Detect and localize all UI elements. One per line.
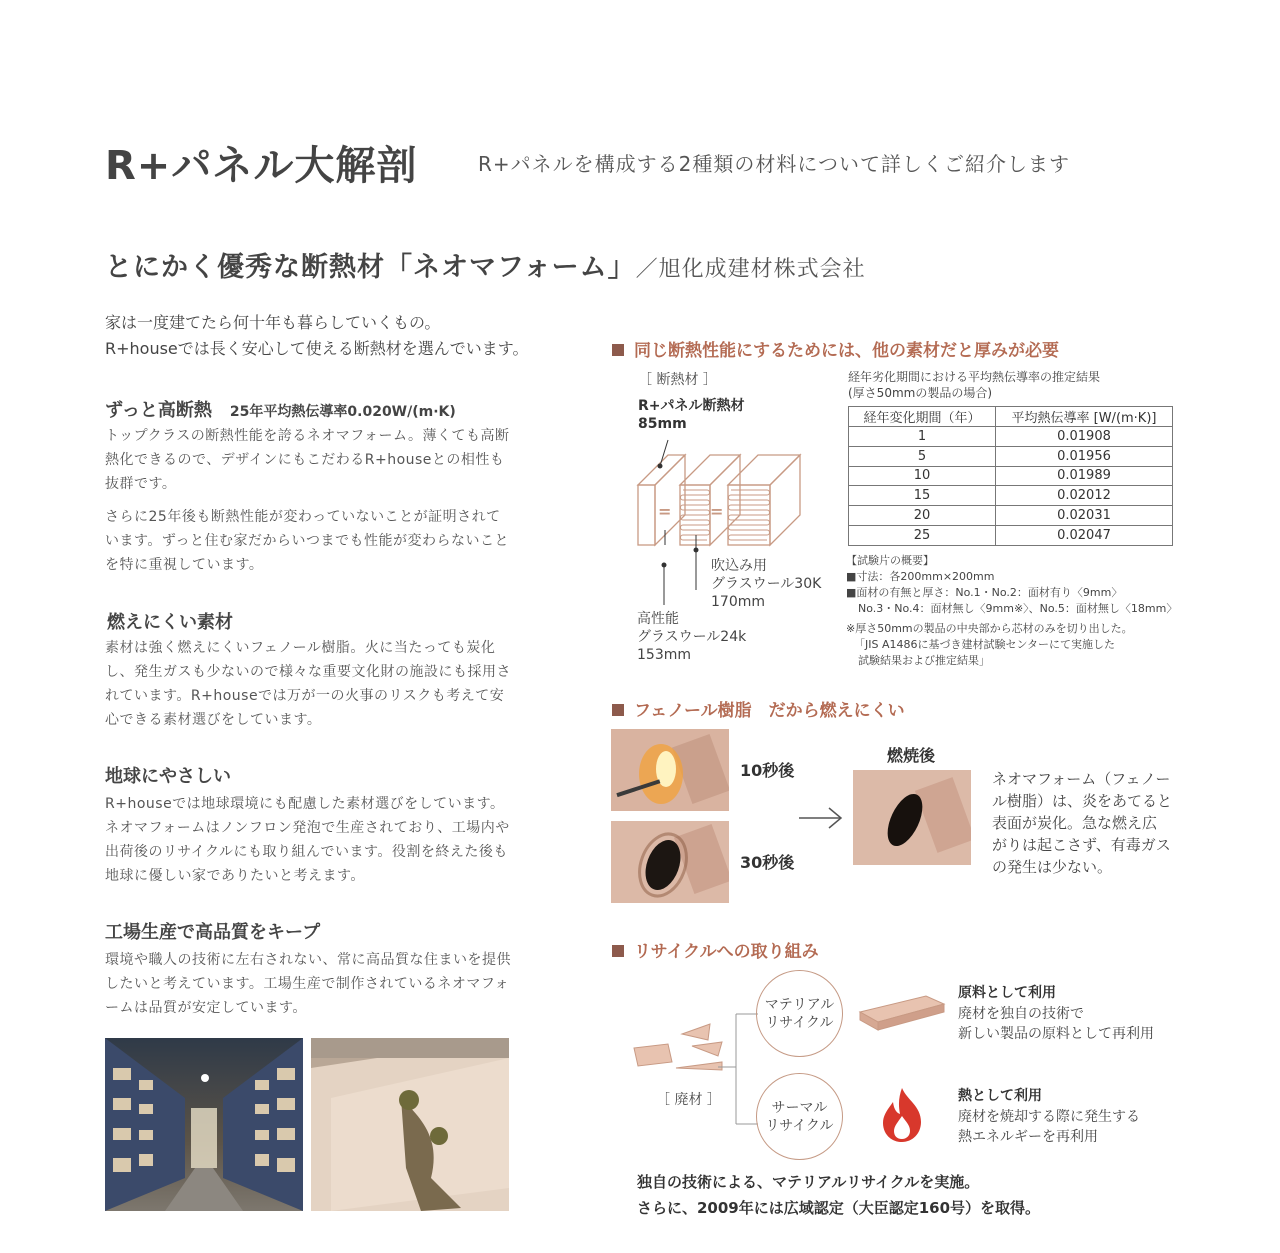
feature-text-insulation-2: さらに25年後も断熱性能が変わっていないことが証明されています。ずっと住む家だからいつまでも性能が変わらないことを特に重視しています。	[105, 509, 510, 573]
raw-material-board-icon	[858, 994, 946, 1034]
summary-2: さらに、2009年には広域認定（大臣認定160号）を取得。	[637, 1199, 1041, 1217]
label-30s: 30秒後	[740, 853, 795, 872]
burn-10s-photo	[611, 729, 729, 811]
blown-name-1: 吹込み用	[711, 558, 767, 574]
rplus-thickness: 85mm	[638, 416, 687, 432]
recycle-summary	[637, 1169, 1040, 1221]
feature-title-eco: 地球にやさしい	[105, 766, 231, 787]
equals-1: =	[658, 502, 672, 521]
cell-year: 25	[849, 525, 996, 545]
table-row	[849, 506, 1173, 526]
thermal-recycle-circle	[756, 1073, 843, 1160]
summary-1: 独自の技術による、マテリアルリサイクルを実施。	[637, 1173, 980, 1191]
heat-use-1: 廃材を焼却する際に発生する	[958, 1109, 1140, 1125]
material-recycle-circle	[756, 970, 843, 1057]
cell-year: 20	[849, 506, 996, 526]
heading-square-icon	[612, 945, 624, 957]
thermal-recycle-1: サーマル	[771, 1099, 828, 1116]
feature-title-fire: 燃えにくい素材	[107, 612, 233, 633]
raw-use-title: 原料として利用	[958, 985, 1056, 1001]
recycle-branch-lines	[718, 1010, 760, 1134]
fire-heading	[612, 696, 905, 721]
rplus-name: R+パネル断熱材	[638, 398, 745, 414]
aging-table	[848, 406, 1173, 546]
burn-after-photo	[853, 770, 971, 865]
page-title: R+パネル大解剖	[105, 143, 418, 189]
raw-use-2: 新しい製品の原料として再利用	[958, 1026, 1154, 1042]
raw-use-text	[958, 1004, 1154, 1044]
cell-value: 0.02012	[996, 486, 1173, 506]
feature-text-eco: R+houseでは地球環境にも配慮した素材選びをしています。ネオマフォームはノンフロン発泡で生産されており、工場内や出荷後のリサイクルにも取り組んでいます。役割を終えた後も地球に優しい家でありたいと考えます。	[105, 796, 510, 884]
factory-photo	[311, 1038, 509, 1211]
equals-2: =	[710, 502, 724, 521]
feature-title-insulation	[105, 396, 456, 422]
fire-desc-3: 表面が炭化。急な燃え広	[992, 814, 1158, 832]
material-recycle-2: リサイクル	[765, 1014, 834, 1031]
burn-30s-photo	[611, 821, 729, 903]
heading-square-icon	[612, 704, 624, 716]
waste-pieces-icon	[630, 1022, 730, 1078]
table-row	[849, 466, 1173, 486]
test-notes	[846, 553, 1177, 669]
cell-value: 0.01908	[996, 427, 1173, 447]
raw-use-1: 廃材を独自の技術で	[958, 1006, 1084, 1022]
cell-value: 0.02047	[996, 525, 1173, 545]
fire-desc-4: がりは起こさず、有毒ガス	[992, 836, 1171, 854]
feature-text-factory: 環境や職人の技術に左右されない、常に高品質な住まいを提供したいと考えています。工場生産で制作されているネオマフォームは品質が安定しています。	[105, 952, 511, 1016]
blown-glasswool-label	[711, 557, 821, 611]
aging-table-header	[849, 407, 1173, 427]
col-value: 平均熱伝導率 [W/(m·K)]	[996, 407, 1173, 427]
hp-name-2: グラスウール24k	[637, 629, 747, 645]
feature-title-factory: 工場生産で高品質をキープ	[105, 922, 321, 943]
feature-text-fire: 素材は強く燃えにくいフェノール樹脂。火に当たっても炭化し、発生ガスも少ないので様々な重要文化財の施設にも採用されています。R+houseでは万が一の火事のリスクも考えて安心できる素材選びをしています。	[105, 640, 511, 728]
waste-label: ［ 廃材 ］	[656, 1092, 721, 1108]
hp-glasswool-label	[637, 610, 746, 664]
fire-desc-5: の発生は少ない。	[992, 858, 1113, 876]
recycle-heading-text: リサイクルへの取り組み	[634, 942, 819, 962]
label-10s: 10秒後	[740, 761, 795, 780]
intro-line-1: 家は一度建てたら何十年も暮らしていくもの。	[105, 313, 441, 332]
fire-description	[992, 768, 1172, 878]
section-title-text: とにかく優秀な断熱材「ネオマフォーム」	[105, 252, 636, 283]
cell-year: 1	[849, 427, 996, 447]
note-3: No.3・No.4：面材無し〈9mm※〉、No.5：面材無し〈18mm〉	[858, 602, 1178, 615]
thickness-heading	[612, 336, 1059, 361]
heat-use-2: 熱エネルギーを再利用	[958, 1129, 1098, 1145]
thickness-heading-text: 同じ断熱性能にするためには、他の素材だと厚みが必要	[634, 341, 1059, 361]
note-5: 「JIS A1486に基づき建材試験センターにて実施した	[854, 638, 1116, 651]
table-row	[849, 427, 1173, 447]
material-recycle-1: マテリアル	[764, 996, 835, 1013]
label-after-burn: 燃焼後	[887, 746, 936, 765]
table-row	[849, 525, 1173, 545]
cell-year: 10	[849, 466, 996, 486]
company-name: ／旭化成建材株式会社	[635, 257, 866, 282]
feature-subtitle: 25年平均熱伝導率0.020W/(m·K)	[229, 404, 456, 420]
insulation-bracket-label: ［ 断熱材 ］	[638, 372, 717, 388]
table-row	[849, 446, 1173, 466]
fire-desc-1: ネオマフォーム（フェノー	[992, 770, 1171, 788]
note-4: ※厚さ50mmの製品の中央部から芯材のみを切り出した。	[846, 622, 1133, 635]
thermal-recycle-2: リサイクル	[765, 1117, 834, 1134]
cell-value: 0.01989	[996, 466, 1173, 486]
aging-caption-1: 経年劣化期間における平均熱伝導率の推定結果	[848, 370, 1101, 384]
note-1: ■寸法：各200mm×200mm	[846, 570, 995, 583]
fire-heading-text: フェノール樹脂 だから燃えにくい	[634, 701, 905, 721]
cell-year: 15	[849, 486, 996, 506]
heat-use-title: 熱として利用	[958, 1088, 1042, 1104]
intro-line-2: R+houseでは長く安心して使える断熱材を選んでいます。	[105, 339, 529, 358]
note-title: 【試験片の概要】	[846, 554, 934, 567]
hp-name-1: 高性能	[637, 611, 679, 627]
aging-caption	[848, 369, 1100, 401]
aging-caption-2: (厚さ50mmの製品の場合)	[848, 386, 993, 400]
cell-value: 0.02031	[996, 506, 1173, 526]
feature-text-insulation: トップクラスの断熱性能を誇るネオマフォーム。薄くても高断熱化できるので、デザインにもこだわるR+houseとの相性も抜群です。	[105, 428, 510, 492]
table-row	[849, 486, 1173, 506]
col-years: 経年変化期間（年）	[849, 407, 996, 427]
glasswool-wave	[681, 490, 770, 540]
blown-name-2: グラスウール30K	[711, 576, 822, 592]
cell-value: 0.01956	[996, 446, 1173, 466]
cell-year: 5	[849, 446, 996, 466]
hp-thickness: 153mm	[637, 647, 691, 663]
recycle-heading	[612, 937, 819, 962]
section-title	[105, 245, 866, 284]
feature-title-text: ずっと高断熱	[105, 400, 212, 421]
fire-desc-2: ル樹脂）は、炎をあてると	[992, 792, 1173, 810]
blown-thickness: 170mm	[711, 594, 765, 610]
page-subtitle: R+パネルを構成する2種類の材料について詳しくご紹介します	[478, 152, 1070, 176]
intro-text	[105, 310, 529, 362]
warehouse-photo	[105, 1038, 303, 1211]
heading-square-icon	[612, 344, 624, 356]
note-2: ■面材の有無と厚さ：No.1・No.2：面材有り〈9mm〉	[846, 586, 1123, 599]
note-6: 試験結果および推定結果」	[858, 654, 990, 667]
heat-use-text	[958, 1107, 1140, 1147]
flame-icon	[879, 1086, 925, 1144]
arrow-right-icon	[797, 806, 845, 830]
